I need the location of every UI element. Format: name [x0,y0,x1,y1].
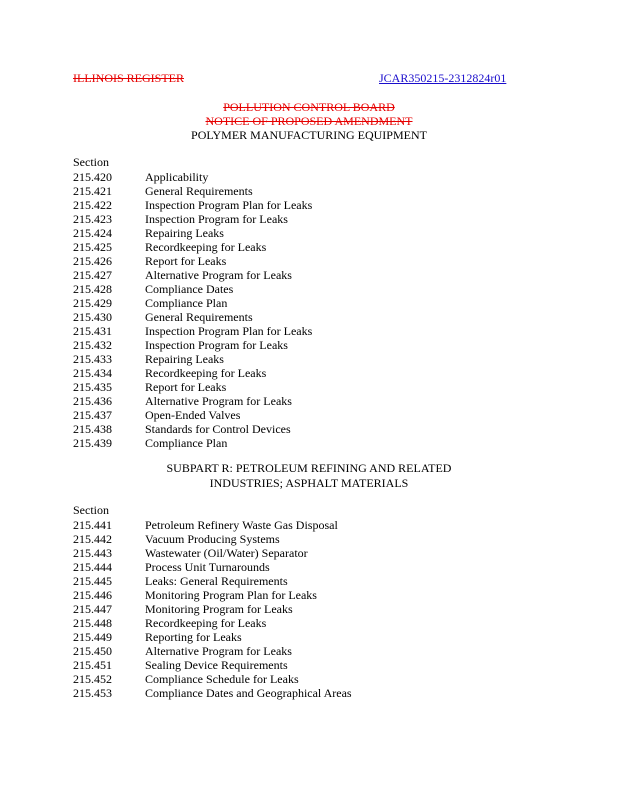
section-number: 215.453 [73,686,112,700]
section-title: Compliance Dates and Geographical Areas [145,686,352,700]
toc-row [73,240,553,254]
section-number: 215.431 [73,324,112,338]
section-number: 215.434 [73,366,112,380]
section-number: 215.422 [73,198,112,212]
section-number: 215.441 [73,518,112,532]
section-number: 215.420 [73,170,112,184]
section-title: Repairing Leaks [145,226,224,240]
section-number: 215.442 [73,532,112,546]
section-title: Reporting for Leaks [145,630,242,644]
section-title: Alternative Program for Leaks [145,394,292,408]
section-number: 215.426 [73,254,112,268]
toc-row [73,226,553,240]
section-number: 215.433 [73,352,112,366]
toc-list-1 [73,170,553,450]
toc-row [73,616,553,630]
subpart-r-line-1: SUBPART R: PETROLEUM REFINING AND RELATED [166,461,452,475]
toc-row [73,422,553,436]
section-title: Vacuum Producing Systems [145,532,280,546]
toc-row [73,672,553,686]
section-number: 215.445 [73,574,112,588]
section-number: 215.428 [73,282,112,296]
section-number: 215.439 [73,436,112,450]
section-title: Open-Ended Valves [145,408,241,422]
section-title: Alternative Program for Leaks [145,268,292,282]
toc-row [73,198,553,212]
toc-row [73,268,553,282]
subpart-r-heading [0,461,618,491]
toc-row [73,170,553,184]
section-label-2: Section [73,503,109,517]
section-title: Compliance Dates [145,282,234,296]
section-title: Recordkeeping for Leaks [145,366,267,380]
section-title: Inspection Program for Leaks [145,338,288,352]
section-title: General Requirements [145,310,253,324]
section-title: Inspection Program Plan for Leaks [145,198,313,212]
section-number: 215.432 [73,338,112,352]
notice-heading: NOTICE OF PROPOSED AMENDMENT [205,114,413,128]
toc-row [73,574,553,588]
toc-row [73,296,553,310]
section-number: 215.444 [73,560,112,574]
toc-row [73,184,553,198]
section-number: 215.443 [73,546,112,560]
section-number: 215.435 [73,380,112,394]
toc-list-2 [73,518,553,700]
toc-row [73,630,553,644]
section-number: 215.451 [73,658,112,672]
section-number: 215.437 [73,408,112,422]
toc-row [73,254,553,268]
toc-row [73,532,553,546]
toc-row [73,324,553,338]
section-title: Applicability [145,170,209,184]
section-title: Report for Leaks [145,380,227,394]
section-label-1: Section [73,155,109,169]
section-title: General Requirements [145,184,253,198]
section-number: 215.424 [73,226,112,240]
section-title: Repairing Leaks [145,352,224,366]
board-heading: POLLUTION CONTROL BOARD [223,100,395,114]
section-number: 215.427 [73,268,112,282]
section-title: Recordkeeping for Leaks [145,616,267,630]
toc-row [73,588,553,602]
section-number: 215.449 [73,630,112,644]
section-number: 215.436 [73,394,112,408]
toc-row [73,560,553,574]
section-number: 215.429 [73,296,112,310]
section-number: 215.447 [73,602,112,616]
section-number: 215.448 [73,616,112,630]
toc-row [73,644,553,658]
section-title: Inspection Program for Leaks [145,212,288,226]
section-number: 215.438 [73,422,112,436]
section-title: Compliance Schedule for Leaks [145,672,299,686]
toc-row [73,408,553,422]
section-title: Alternative Program for Leaks [145,644,292,658]
toc-row [73,518,553,532]
section-title: Monitoring Program for Leaks [145,602,293,616]
toc-row [73,338,553,352]
toc-row [73,282,553,296]
section-number: 215.430 [73,310,112,324]
section-number: 215.446 [73,588,112,602]
section-title: Standards for Control Devices [145,422,291,436]
toc-row [73,352,553,366]
toc-row [73,686,553,700]
section-title: Process Unit Turnarounds [145,560,270,574]
section-title: Report for Leaks [145,254,227,268]
section-title: Recordkeeping for Leaks [145,240,267,254]
toc-row [73,602,553,616]
jcar-link[interactable]: JCAR350215-2312824r01 [379,71,507,85]
section-number: 215.450 [73,644,112,658]
section-number: 215.452 [73,672,112,686]
section-title: Monitoring Program Plan for Leaks [145,588,317,602]
section-title: Inspection Program Plan for Leaks [145,324,313,338]
toc-row [73,212,553,226]
toc-row [73,658,553,672]
toc-row [73,394,553,408]
section-number: 215.425 [73,240,112,254]
toc-row [73,546,553,560]
section-title: Petroleum Refinery Waste Gas Disposal [145,518,338,532]
toc-row [73,366,553,380]
section-title: Compliance Plan [145,436,228,450]
section-title: Wastewater (Oil/Water) Separator [145,546,308,560]
section-title: Leaks: General Requirements [145,574,288,588]
register-header: ILLINOIS REGISTER [73,71,184,85]
toc-row [73,380,553,394]
toc-row [73,310,553,324]
section-title: Sealing Device Requirements [145,658,288,672]
subpart-title: POLYMER MANUFACTURING EQUIPMENT [191,128,427,142]
section-title: Compliance Plan [145,296,228,310]
section-number: 215.421 [73,184,112,198]
toc-row [73,436,553,450]
subpart-r-line-2: INDUSTRIES; ASPHALT MATERIALS [209,476,409,490]
section-number: 215.423 [73,212,112,226]
